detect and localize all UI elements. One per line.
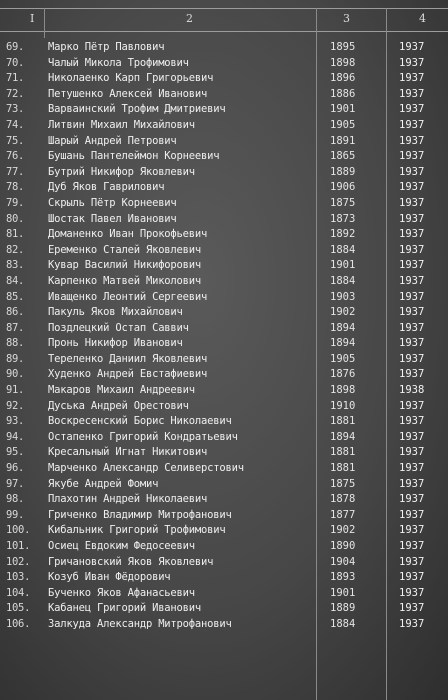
person-name: Марко Пётр Павлович: [48, 41, 165, 53]
birth-year: 1901: [330, 103, 356, 116]
row-number: 74.: [6, 118, 25, 131]
person-name: Литвин Михаил Михайлович: [48, 118, 195, 131]
person-name: Пакуль Яков Михайлович: [48, 306, 183, 319]
header-col-3: 3: [343, 12, 350, 25]
table-row: [0, 165, 448, 181]
row-number: 89.: [6, 352, 25, 365]
table-row: [0, 414, 448, 430]
table-row: [0, 134, 448, 150]
birth-year: 1906: [330, 181, 356, 194]
row-number: 97.: [6, 477, 25, 490]
table-body: [0, 40, 448, 633]
record-year: 1938: [399, 384, 425, 397]
row-number: 73.: [6, 103, 25, 116]
record-year: 1937: [399, 352, 425, 365]
birth-year: 1910: [330, 399, 356, 412]
table-row: [0, 212, 448, 228]
header-col-4: 4: [419, 12, 426, 25]
birth-year: 1889: [330, 165, 356, 178]
birth-year: 1890: [330, 540, 356, 552]
table-row: [0, 601, 448, 617]
row-number: 105.: [6, 602, 31, 615]
birth-year: 1865: [330, 150, 356, 163]
table-row: [0, 258, 448, 274]
person-name: Дуська Андрей Орестович: [48, 399, 189, 412]
birth-year: 1889: [330, 602, 356, 615]
record-year: 1937: [399, 321, 425, 334]
record-year: 1937: [399, 571, 425, 584]
row-number: 101.: [6, 540, 31, 552]
birth-year: 1898: [330, 56, 356, 69]
row-number: 94.: [6, 430, 25, 443]
birth-year: 1902: [330, 524, 356, 537]
row-number: 87.: [6, 321, 25, 334]
table-row: [0, 118, 448, 134]
person-name: Гриченко Владимир Митрофанович: [48, 508, 232, 521]
record-year: 1937: [399, 290, 425, 303]
row-number: 77.: [6, 165, 25, 178]
birth-year: 1894: [330, 321, 356, 334]
birth-year: 1901: [330, 259, 356, 272]
birth-year: 1881: [330, 415, 356, 428]
birth-year: 1876: [330, 368, 356, 381]
person-name: Залкуда Александр Митрофанович: [48, 617, 232, 630]
record-year: 1937: [399, 165, 425, 178]
table-row: [0, 586, 448, 602]
birth-year: 1893: [330, 571, 356, 584]
record-year: 1937: [399, 415, 425, 428]
table-row: [0, 492, 448, 508]
person-name: Скрыль Пётр Корнеевич: [48, 196, 177, 209]
record-year: 1937: [399, 72, 425, 85]
table-row: [0, 445, 448, 461]
table-row: [0, 336, 448, 352]
row-number: 104.: [6, 586, 31, 599]
table-row: [0, 56, 448, 72]
record-year: 1937: [399, 134, 425, 147]
person-name: Кибальник Григорий Трофимович: [48, 524, 226, 537]
person-name: Петушенко Алексей Иванович: [48, 87, 208, 100]
header-col-1: I: [30, 12, 35, 25]
table-row: [0, 539, 448, 555]
person-name: Кувар Василий Никифорович: [48, 259, 202, 272]
person-name: Бученко Яков Афанасьевич: [48, 586, 195, 599]
table-row: [0, 399, 448, 415]
person-name: Плахотин Андрей Николаевич: [48, 493, 208, 506]
person-name: Николаенко Карп Григорьевич: [48, 72, 214, 85]
row-number: 86.: [6, 306, 25, 319]
person-name: Макаров Михаил Андреевич: [48, 384, 195, 397]
table-row: [0, 321, 448, 337]
person-name: Осиец Евдоким Федосеевич: [48, 540, 195, 552]
table-row: [0, 227, 448, 243]
record-year: 1937: [399, 196, 425, 209]
birth-year: 1904: [330, 555, 356, 568]
row-number: 81.: [6, 228, 25, 241]
row-number: 103.: [6, 571, 31, 584]
record-year: 1937: [399, 586, 425, 599]
birth-year: 1895: [330, 41, 356, 53]
record-year: 1937: [399, 259, 425, 272]
person-name: Воскресенский Борис Николаевич: [48, 415, 232, 428]
table-row: [0, 305, 448, 321]
row-number: 85.: [6, 290, 25, 303]
record-year: 1937: [399, 368, 425, 381]
birth-year: 1881: [330, 446, 356, 459]
table-row: [0, 508, 448, 524]
person-name: Бушань Пантелеймон Корнеевич: [48, 150, 220, 163]
table-row: [0, 461, 448, 477]
row-number: 95.: [6, 446, 25, 459]
birth-year: 1896: [330, 72, 356, 85]
birth-year: 1884: [330, 274, 356, 287]
row-number: 83.: [6, 259, 25, 272]
person-name: Чалый Микола Трофимович: [48, 56, 189, 69]
table-row: [0, 196, 448, 212]
record-year: 1937: [399, 462, 425, 475]
record-year: 1937: [399, 56, 425, 69]
birth-year: 1884: [330, 617, 356, 630]
table-row: [0, 290, 448, 306]
person-name: Иващенко Леонтий Сергеевич: [48, 290, 208, 303]
row-number: 71.: [6, 72, 25, 85]
row-number: 75.: [6, 134, 25, 147]
birth-year: 1894: [330, 430, 356, 443]
birth-year: 1905: [330, 352, 356, 365]
table-row: [0, 274, 448, 290]
table-row: [0, 430, 448, 446]
row-number: 88.: [6, 337, 25, 350]
person-name: Карпенко Матвей Миколович: [48, 274, 202, 287]
record-year: 1937: [399, 477, 425, 490]
person-name: Марченко Александр Селиверстович: [48, 462, 244, 475]
record-year: 1937: [399, 508, 425, 521]
row-number: 93.: [6, 415, 25, 428]
person-name: Доманенко Иван Прокофьевич: [48, 228, 208, 241]
record-year: 1937: [399, 41, 425, 53]
birth-year: 1881: [330, 462, 356, 475]
table-row: [0, 555, 448, 571]
birth-year: 1877: [330, 508, 356, 521]
person-name: Кабанец Григорий Иванович: [48, 602, 202, 615]
person-name: Бутрий Никифор Яковлевич: [48, 165, 195, 178]
table-row: [0, 570, 448, 586]
table-row: [0, 477, 448, 493]
row-number: 70.: [6, 56, 25, 69]
table-row: [0, 383, 448, 399]
record-year: 1937: [399, 399, 425, 412]
birth-year: 1902: [330, 306, 356, 319]
person-name: Гричановский Яков Яковлевич: [48, 555, 214, 568]
column-divider: [44, 8, 45, 38]
record-year: 1937: [399, 118, 425, 131]
person-name: Еременко Сталей Яковлевич: [48, 243, 202, 256]
table-header: [0, 8, 448, 32]
table-row: [0, 102, 448, 118]
table-row: [0, 180, 448, 196]
person-name: Дуб Яков Гаврилович: [48, 181, 165, 194]
person-name: Тереленко Даниил Яковлевич: [48, 352, 208, 365]
row-number: 102.: [6, 555, 31, 568]
birth-year: 1901: [330, 586, 356, 599]
row-number: 72.: [6, 87, 25, 100]
record-year: 1937: [399, 181, 425, 194]
row-number: 90.: [6, 368, 25, 381]
birth-year: 1875: [330, 196, 356, 209]
birth-year: 1892: [330, 228, 356, 241]
table-row: [0, 523, 448, 539]
record-year: 1937: [399, 555, 425, 568]
person-name: Худенко Андрей Евстафиевич: [48, 368, 208, 381]
row-number: 79.: [6, 196, 25, 209]
birth-year: 1873: [330, 212, 356, 225]
row-number: 78.: [6, 181, 25, 194]
record-year: 1937: [399, 306, 425, 319]
header-col-2: 2: [186, 12, 193, 25]
record-year: 1937: [399, 212, 425, 225]
record-year: 1937: [399, 274, 425, 287]
person-name: Якубе Андрей Фомич: [48, 477, 159, 490]
table-row: [0, 40, 448, 56]
birth-year: 1905: [330, 118, 356, 131]
record-year: 1937: [399, 446, 425, 459]
person-name: Поздлецкий Остап Саввич: [48, 321, 189, 334]
row-number: 84.: [6, 274, 25, 287]
table-row: [0, 71, 448, 87]
record-year: 1937: [399, 540, 425, 552]
row-number: 99.: [6, 508, 25, 521]
birth-year: 1898: [330, 384, 356, 397]
record-year: 1937: [399, 524, 425, 537]
record-year: 1937: [399, 243, 425, 256]
table-row: [0, 352, 448, 368]
person-name: Козуб Иван Фёдорович: [48, 571, 171, 584]
table-row: [0, 149, 448, 165]
table-row: [0, 617, 448, 633]
row-number: 92.: [6, 399, 25, 412]
row-number: 100.: [6, 524, 31, 537]
birth-year: 1886: [330, 87, 356, 100]
record-year: 1937: [399, 430, 425, 443]
row-number: 98.: [6, 493, 25, 506]
birth-year: 1875: [330, 477, 356, 490]
row-number: 106.: [6, 617, 31, 630]
birth-year: 1894: [330, 337, 356, 350]
person-name: Варваинский Трофим Дмитриевич: [48, 103, 226, 116]
record-year: 1937: [399, 337, 425, 350]
record-year: 1937: [399, 493, 425, 506]
person-name: Пронь Никифор Иванович: [48, 337, 183, 350]
row-number: 80.: [6, 212, 25, 225]
table-row: [0, 243, 448, 259]
row-number: 96.: [6, 462, 25, 475]
row-number: 82.: [6, 243, 25, 256]
table-row: [0, 367, 448, 383]
row-number: 91.: [6, 384, 25, 397]
record-year: 1937: [399, 617, 425, 630]
person-name: Шостак Павел Иванович: [48, 212, 177, 225]
record-year: 1937: [399, 103, 425, 116]
record-year: 1937: [399, 150, 425, 163]
birth-year: 1878: [330, 493, 356, 506]
birth-year: 1884: [330, 243, 356, 256]
person-name: Шарый Андрей Петрович: [48, 134, 177, 147]
person-name: Кресальный Игнат Никитович: [48, 446, 208, 459]
record-year: 1937: [399, 228, 425, 241]
record-year: 1937: [399, 602, 425, 615]
row-number: 69.: [6, 41, 25, 53]
record-year: 1937: [399, 87, 425, 100]
birth-year: 1891: [330, 134, 356, 147]
person-name: Остапенко Григорий Кондратьевич: [48, 430, 238, 443]
table-row: [0, 87, 448, 103]
birth-year: 1903: [330, 290, 356, 303]
row-number: 76.: [6, 150, 25, 163]
